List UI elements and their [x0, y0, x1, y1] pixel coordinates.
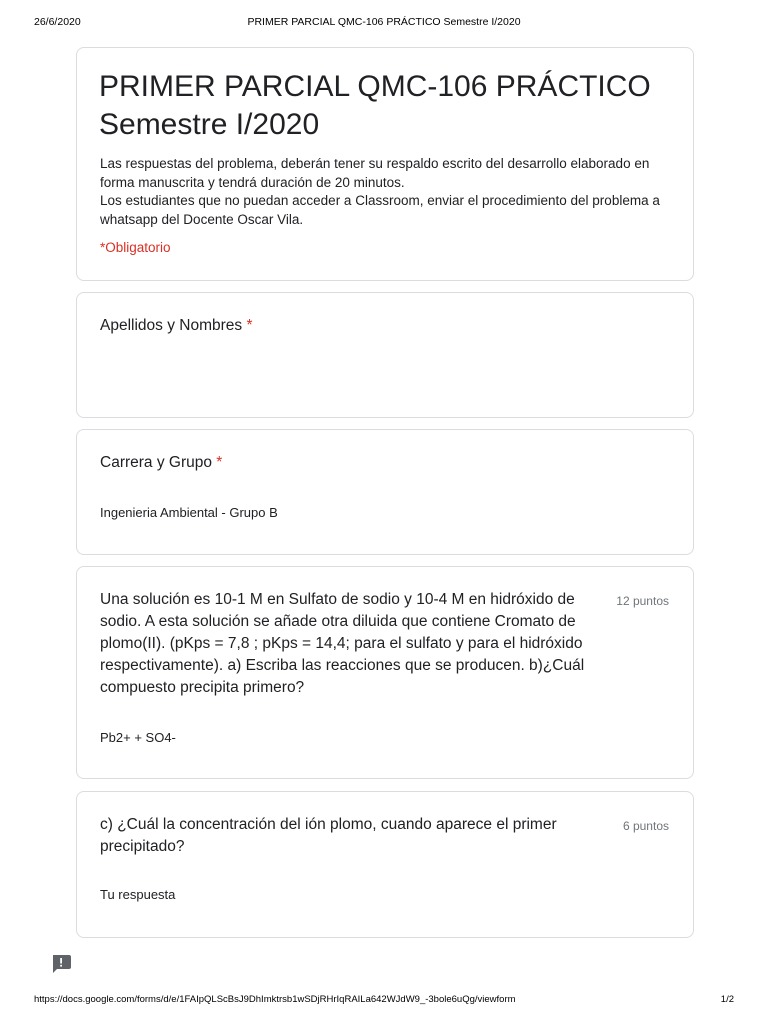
points-label: 6 puntos — [622, 819, 669, 833]
question-card-concentration — [76, 791, 694, 938]
question-title: Una solución es 10-1 M en Sulfato de sodio y 10-4 M en hidróxido de sodio. A esta solución se añade otra diluida que contiene Cromato de plomo(II). (pKps = 7,8 ; pKps = 14,4; para el sulfato y para el hidróxido respectivamente). a) Escriba las reacciones que se producen. b)¿Cuál compuesto precipita primero? — [100, 591, 585, 696]
print-header — [0, 16, 768, 32]
form-title: PRIMER PARCIAL QMC-106 PRÁCTICO Semestre I/2020 — [99, 70, 651, 141]
required-note: *Obligatorio — [100, 240, 171, 255]
question-title — [100, 452, 222, 474]
points-label: 12 puntos — [616, 594, 669, 608]
form-header-card — [76, 47, 694, 281]
print-title: PRIMER PARCIAL QMC-106 PRÁCTICO Semestre I/2020 — [247, 16, 521, 28]
question-card-problem — [76, 566, 694, 779]
required-mark: * — [216, 454, 223, 471]
answer-text[interactable]: Pb2+ + SO4- — [100, 730, 176, 745]
question-title-text: Carrera y Grupo — [100, 454, 212, 471]
feedback-icon[interactable] — [50, 954, 72, 974]
print-footer — [0, 994, 768, 1008]
form-description: Las respuestas del problema, deberán tener su respaldo escrito del desarrollo elaborado en forma manuscrita y tendrá duración de 20 minutos. Los estudiantes que no puedan acceder a Classroom, enviar el procedimiento del problema a whatsapp del Docente Oscar Vila. — [100, 156, 660, 227]
page-number: 1/2 — [720, 994, 734, 1005]
print-date: 26/6/2020 — [34, 16, 81, 28]
question-title-text: Apellidos y Nombres — [100, 317, 243, 334]
question-title — [100, 315, 253, 337]
answer-text[interactable]: Ingenieria Ambiental - Grupo B — [100, 505, 278, 520]
question-card-name — [76, 292, 694, 418]
question-title: c) ¿Cuál la concentración del ión plomo, cuando aparece el primer precipitado? — [100, 816, 557, 855]
answer-placeholder[interactable]: Tu respuesta — [100, 887, 176, 902]
page-url: https://docs.google.com/forms/d/e/1FAIpQLScBsJ9DhImktrsb1wSDjRHrIqRAILa642WJdW9_-3bole6uQg/viewform — [34, 994, 516, 1005]
required-mark: * — [246, 317, 253, 334]
question-card-career — [76, 429, 694, 555]
